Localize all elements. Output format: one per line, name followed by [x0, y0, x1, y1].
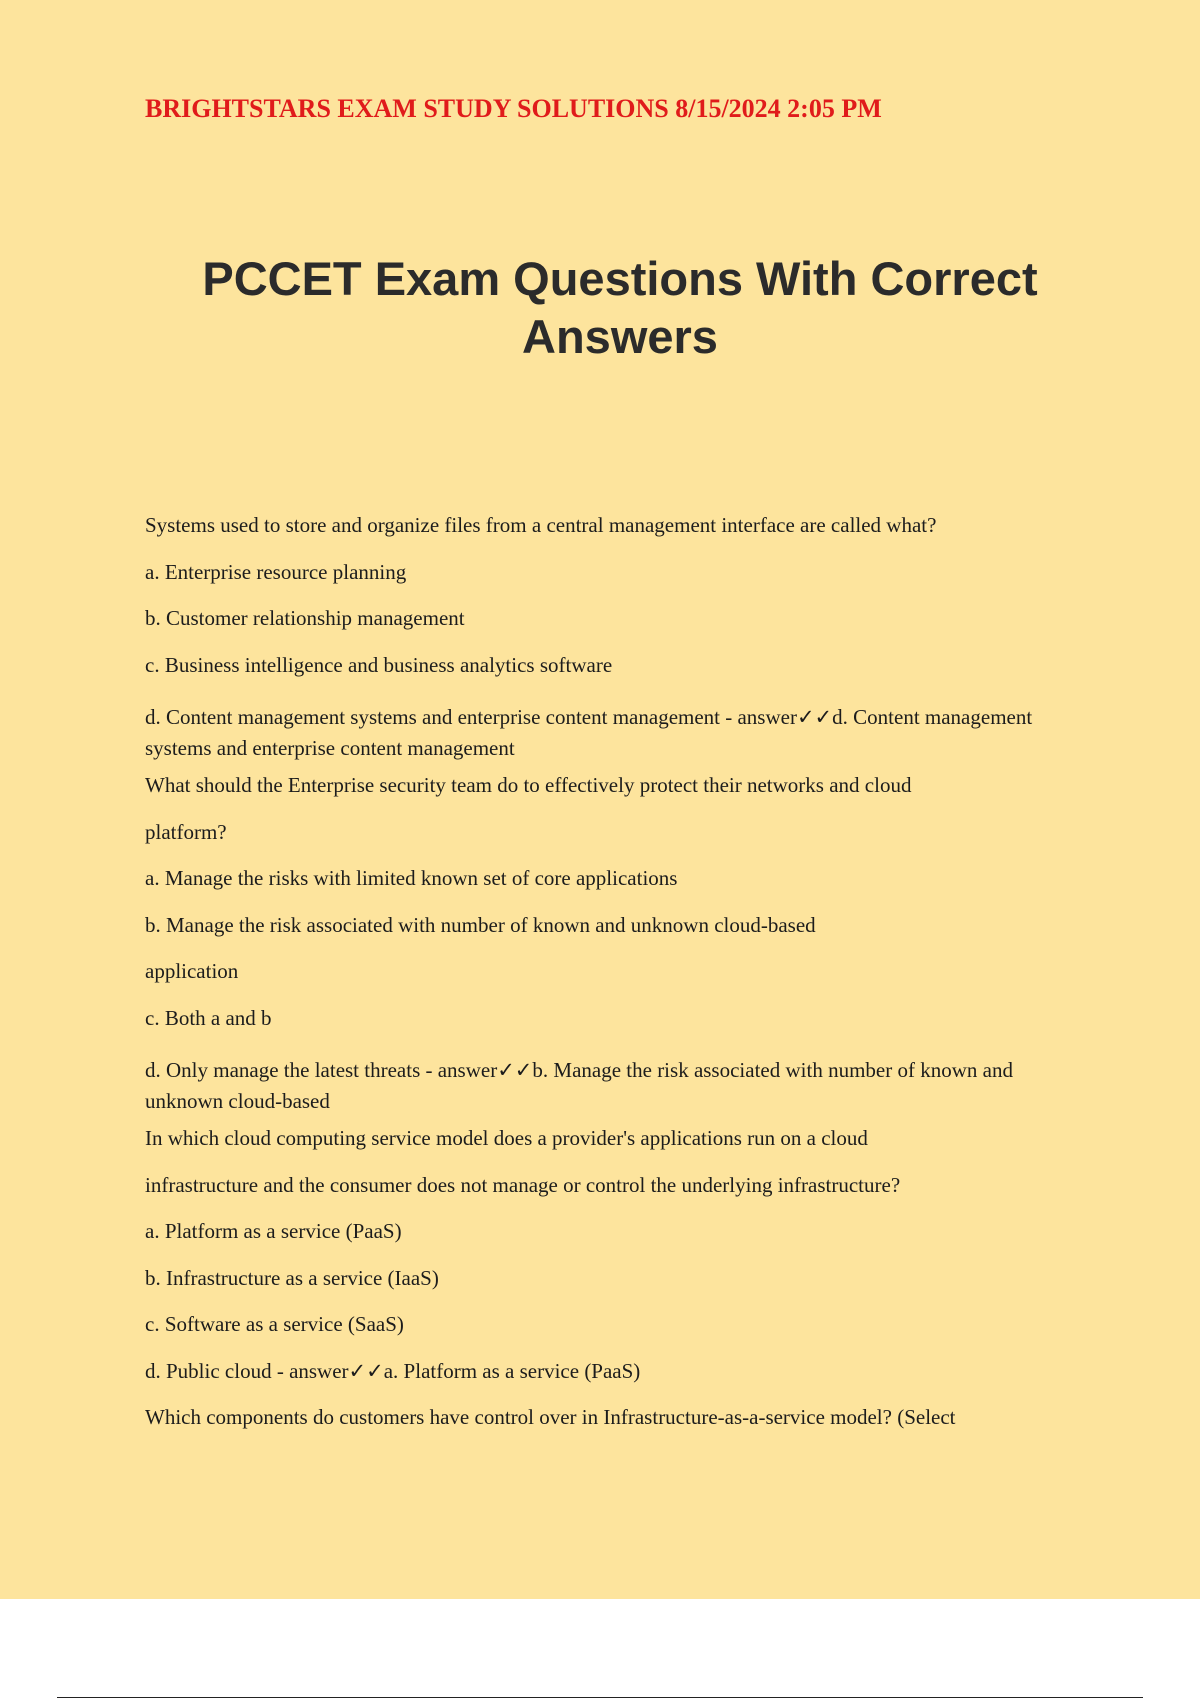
question-3-option-b: b. Infrastructure as a service (IaaS): [145, 1265, 439, 1290]
question-2-option-a: a. Manage the risks with limited known set of core applications: [145, 866, 678, 890]
questions-content: [145, 508, 1090, 1447]
question-3-option-a: a. Platform as a service (PaaS): [145, 1219, 402, 1243]
question-2-option-b-line-1: b. Manage the risk associated with number of known and unknown cloud-based: [145, 912, 816, 937]
question-2-text-line-1: What should the Enterprise security team do to effectively protect their networks and cloud: [145, 773, 912, 797]
document-header: BRIGHTSTARS EXAM STUDY SOLUTIONS 8/15/2024 2:05 PM: [145, 94, 882, 123]
question-1-text: Systems used to store and organize files from a central management interface are called what?: [145, 513, 937, 537]
footer-divider: [57, 1697, 1143, 1698]
question-1-option-b: b. Customer relationship management: [145, 606, 465, 630]
question-1-option-a: a. Enterprise resource planning: [145, 559, 407, 584]
question-3-text-line-2: infrastructure and the consumer does not manage or control the underlying infrastructure?: [145, 1172, 901, 1197]
question-3-option-c: c. Software as a service (SaaS): [145, 1312, 404, 1336]
question-3-text-line-1: In which cloud computing service model does a provider's applications run on a cloud: [145, 1126, 868, 1150]
question-3-answer: d. Public cloud - answer✓✓a. Platform as a service (PaaS): [145, 1358, 641, 1383]
question-4-text-line-1: Which components do customers have control over in Infrastructure-as-a-service model? (Select: [145, 1405, 956, 1429]
question-2-answer: d. Only manage the latest threats - answer✓✓b. Manage the risk associated with number of known and unknown cloud-based: [145, 1058, 1013, 1113]
question-2-option-b-line-2: application: [145, 959, 239, 983]
question-1-answer: d. Content management systems and enterprise content management - answer✓✓d. Content management systems and enterprise content management: [145, 705, 1033, 760]
question-1-option-c: c. Business intelligence and business analytics software: [145, 652, 613, 677]
question-2-option-c: c. Both a and b: [145, 1005, 272, 1030]
question-2-text-line-2: platform?: [145, 819, 227, 844]
document-title: PCCET Exam Questions With Correct Answers: [202, 252, 1038, 363]
